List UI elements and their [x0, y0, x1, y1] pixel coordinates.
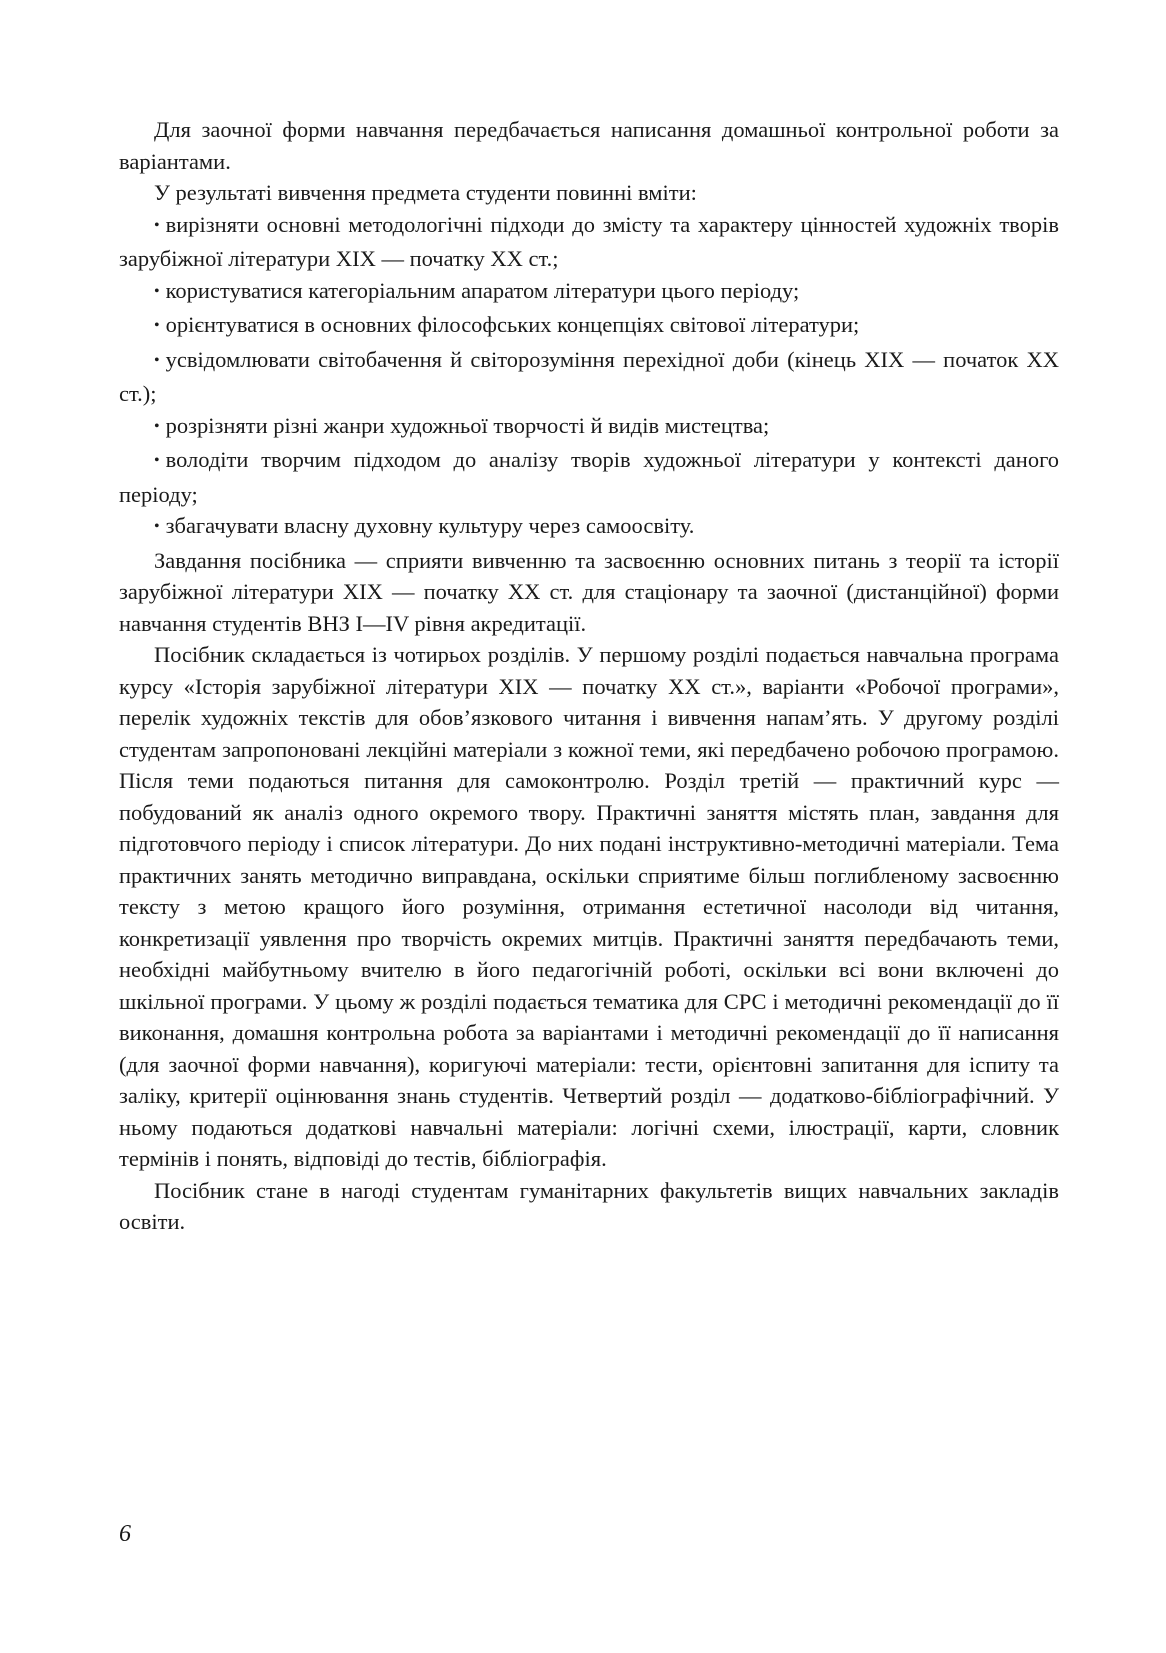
- paragraph-task: Завдання посібника — сприяти вивченню та засвоєнню основних питань з теорії та історії зарубіжної літератури XIX — початку XX ст. для стаціонару та заочної (дистанційної) форми навчання студентів ВНЗ I—IV рівня акредитації.: [119, 547, 1059, 636]
- list-item: [119, 275, 1059, 310]
- list-item-text: володіти творчим підходом до аналізу творів художньої літератури у контексті даного періоду;: [119, 447, 1059, 507]
- list-item-text: усвідомлювати світобачення й світорозуміння перехідної доби (кінець XIX — початок XX ст.);: [119, 346, 1059, 406]
- list-item: [119, 344, 1059, 410]
- bullet-icon: •: [154, 317, 160, 334]
- list-item: [119, 444, 1059, 510]
- page-body: [119, 114, 1059, 1238]
- list-item-text: орієнтуватися в основних філософських концепціях світової літератури;: [165, 312, 860, 337]
- bullet-icon: •: [154, 282, 160, 300]
- paragraph-skills-intro: У результаті вивчення предмета студенти повинні вміти:: [154, 180, 697, 205]
- skills-list: [119, 209, 1059, 545]
- list-item: [119, 410, 1059, 445]
- paragraph-distance-learning: Для заочної форми навчання передбачається написання домашньої контрольної роботи за варіантами.: [119, 117, 1059, 174]
- list-item: [119, 510, 1059, 545]
- list-item: [119, 209, 1059, 275]
- bullet-icon: •: [154, 518, 160, 535]
- list-item: [119, 309, 1059, 344]
- page-number: 6: [119, 1521, 131, 1547]
- bullet-icon: •: [154, 452, 160, 469]
- list-item-text: користуватися категоріальним апаратом літератури цього періоду;: [165, 277, 800, 303]
- bullet-icon: •: [154, 216, 160, 234]
- bullet-icon: •: [154, 417, 160, 435]
- paragraph-structure: Посібник складається із чотирьох розділів. У першому розділі подається навчальна програма курсу «Історія зарубіжної літератури XIX — початку XX ст.», варіанти «Робочої програми», перелік художніх текстів для обов’язкового читання і вивчення напам’ять. У другому розділі студентам запропоновані лекційні матеріали з кожної теми, які передбачено робочою програмою. Після теми подаються питання для самоконтролю. Розділ третій — практичний курс — побудований як аналіз одного окремого твору. Практичні заняття містять план, завдання для підготовчого періоду і список літератури. До них подані інструктивно-методичні матеріали. Тема практичних занять методично виправдана, оскільки сприятиме більш поглибленому засвоєнню тексту з метою кращого його розуміння, отримання естетичної насолоди від читання, конкретизації уявлення про творчість окремих митців. Практичні заняття передбачають теми, необхідні майбутньому вчителю в його педагогічній роботі, оскільки всі вони включені до шкільної програми. У цьому ж розділі подається тематика для СРС і методичні рекомендації до її виконання, домашня контрольна робота за варіантами і методичні рекомендації до її написання (для заочної форми навчання), коригуючі матеріали: тести, орієнтовні запитання для іспиту та заліку, критерії оцінювання знань студентів. Четвертий розділ — додатково-бібліографічний. У ньому подаються додаткові навчальні матеріали: логічні схеми, ілюстрації, карти, словник термінів і понять, відповіді до тестів, бібліографія.: [119, 642, 1059, 1171]
- list-item-text: вирізняти основні методологічні підходи до змісту та характеру цінностей художніх творів зарубіжної літератури XIX — початку XX ст.;: [119, 211, 1059, 271]
- list-item-text: збагачувати власну духовну культуру через самоосвіту.: [165, 513, 695, 538]
- bullet-icon: •: [154, 351, 160, 369]
- list-item-text: розрізняти різні жанри художньої творчості й видів мистецтва;: [165, 412, 770, 438]
- paragraph-audience: Посібник стане в нагоді студентам гуманітарних факультетів вищих навчальних закладів освіти.: [119, 1177, 1059, 1234]
